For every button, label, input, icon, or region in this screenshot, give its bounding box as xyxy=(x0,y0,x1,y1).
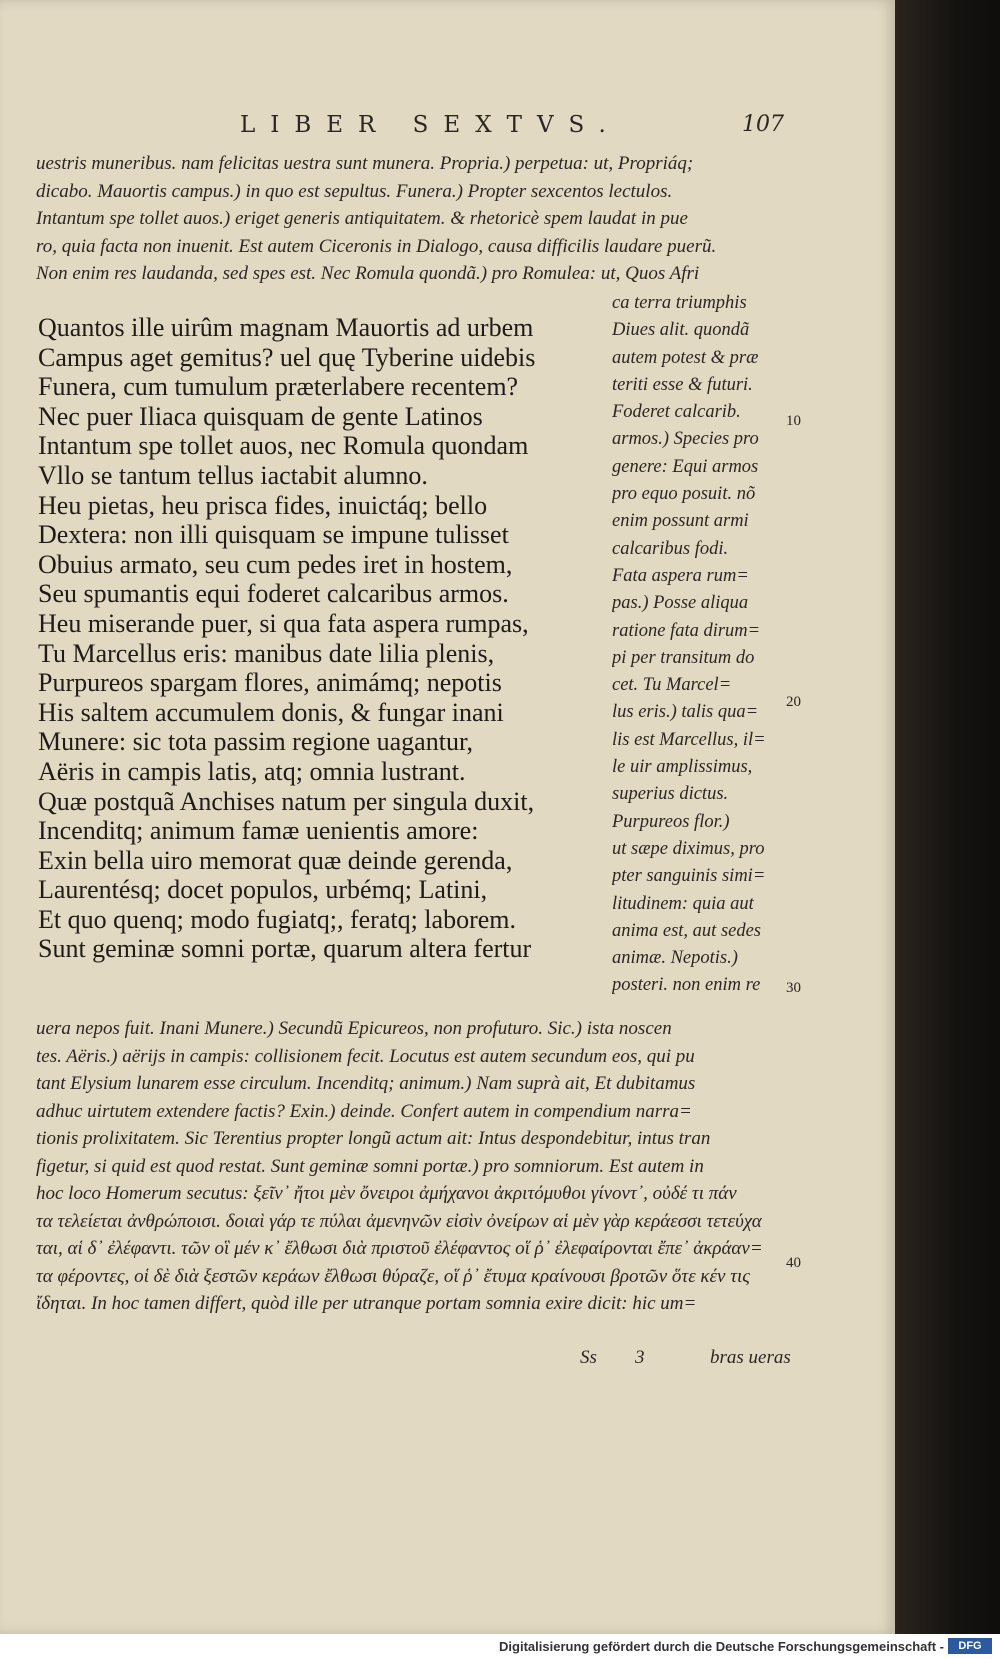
commentary-line: Non enim res laudanda, sed spes est. Nec Romula quondã.) pro Romulea: ut, Quos Afri xyxy=(36,263,700,284)
verse-line: Sunt geminæ somni portæ, quarum altera fertur xyxy=(38,934,532,964)
marginal-line: animæ. Nepotis.) xyxy=(612,948,738,969)
marginal-line: ratione fata dirum= xyxy=(612,620,761,641)
marginal-line: ut sæpe diximus, pro xyxy=(612,838,765,859)
verse-line: Purpureos spargam flores, animámq; nepotis xyxy=(38,668,502,698)
commentary-line: tes. Aëris.) aërijs in campis: collisionem fecit. Locutus est autem secundum eos, qui pu xyxy=(36,1045,695,1067)
line-number: 40 xyxy=(786,1255,801,1271)
verse-block xyxy=(38,313,618,964)
line-number: 30 xyxy=(786,980,801,996)
commentary-line: figetur, si quid est quod restat. Sunt geminæ somni portæ.) pro somniorum. Est autem in xyxy=(36,1155,704,1177)
line-number: 20 xyxy=(786,694,801,710)
verse-line: Vllo se tantum tellus iactabit alumno. xyxy=(38,460,428,490)
verse-line: His saltem accumulem donis, & fungar inani xyxy=(38,697,504,727)
digitization-notice: Digitalisierung gefördert durch die Deutsche Forschungsgemeinschaft - xyxy=(499,1639,944,1654)
commentary-line: ro, quia facta non inuenit. Est autem Ciceronis in Dialogo, causa difficilis laudare puerũ. xyxy=(36,235,717,257)
marginal-line: superius dictus. xyxy=(612,784,729,805)
commentary-line: τα τελείεται ἀνθρώποισι. δοιαὶ γάρ τε πύλαι ἀμενηνῶν εἰσὶν ὀνείρων αἱ μὲν γὰρ κεράεσσι τετεύχα xyxy=(36,1210,762,1232)
marginal-line: ca terra triumphis xyxy=(612,293,747,313)
verse-line: Nec puer Iliaca quisquam de gente Latinos xyxy=(38,401,483,431)
marginal-line: lis est Marcellus, il= xyxy=(612,729,766,750)
running-head: LIBER SEXTVS. xyxy=(240,112,621,138)
marginal-line: teriti esse & futuri. xyxy=(612,374,753,395)
verse-line: Intantum spe tollet auos, nec Romula quondam xyxy=(38,431,529,461)
commentary-line: uestris muneribus. nam felicitas uestra sunt munera. Propria.) perpetua: ut, Propriáq; xyxy=(36,153,694,174)
commentary-line: adhuc uirtutem extendere factis? Exin.) deinde. Confert autem in compendium narra= xyxy=(36,1100,692,1122)
marginal-line: genere: Equi armos xyxy=(612,456,759,477)
commentary-line: τα φέροντες, οἱ δὲ διὰ ξεστῶν κεράων ἔλθωσι θύραζε, οἵ ῥ᾽ ἔτυμα κραίνουσι βροτῶν ὅτε κέν τις xyxy=(36,1265,751,1287)
verse-line: Funera, cum tumulum præterlabere recentem? xyxy=(38,372,519,402)
marginal-commentary xyxy=(612,290,797,1000)
marginal-line: cet. Tu Marcel= xyxy=(612,675,732,696)
marginal-line: litudinem: quia aut xyxy=(612,893,754,914)
marginal-line: pi per transitum do xyxy=(612,647,755,668)
verse-line: Quantos ille uirûm magnam Mauortis ad urbem xyxy=(38,313,534,342)
commentary-line: ται, αἱ δ᾽ ἐλέφαντι. τῶν οἳ μέν κ᾽ ἔλθωσι διὰ πριστοῦ ἐλέφαντος οἵ ῥ᾽ ἐλεφαίρονται ἔπε᾽ ἀκράαν= xyxy=(36,1238,763,1259)
folio-number: 107 xyxy=(742,112,784,137)
verse-line: Tu Marcellus eris: manibus date lilia plenis, xyxy=(38,638,495,668)
verse-line: Obuius armato, seu cum pedes iret in hostem, xyxy=(38,549,513,579)
marginal-line: enim possunt armi xyxy=(612,511,749,532)
verse-line: Munere: sic tota passim regione uagantur, xyxy=(38,727,474,757)
verse-line: Incenditq; animum famæ uenientis amore: xyxy=(38,816,479,846)
catchword: bras ueras xyxy=(710,1347,791,1368)
marginal-line: Purpureos flor.) xyxy=(612,811,730,832)
verse-line: Dextera: non illi quisquam se impune tulisset xyxy=(38,520,509,550)
commentary-line: uera nepos fuit. Inani Munere.) Secundũ Epicureos, non profuturo. Sic.) ista noscen xyxy=(36,1018,672,1039)
verse-line: Laurentésq; docet populos, urbémq; Latini, xyxy=(38,875,488,905)
marginal-line: Diues alit. quondã xyxy=(612,320,750,341)
marginal-line: Fata aspera rum= xyxy=(612,565,749,586)
commentary-line: hoc loco Homerum secutus: ξεῖν᾽ ἤτοι μὲν ὄνειροι ἀμήχανοι ἀκριτόμυθοι γίνοντ᾽, οὐδέ τι πάν xyxy=(36,1183,737,1204)
marginal-line: pas.) Posse aliqua xyxy=(612,593,749,614)
marginal-line: armos.) Species pro xyxy=(612,429,759,450)
verse-line: Heu miserande puer, si qua fata aspera rumpas, xyxy=(38,608,529,638)
commentary-top-block xyxy=(36,150,796,288)
footer-bar xyxy=(0,1634,1000,1659)
marginal-line: posteri. non enim re xyxy=(612,975,761,996)
verse-line: Et quo quenq; modo fugiatq;, feratq; laborem. xyxy=(38,904,516,934)
verse-line: Heu pietas, heu prisca fides, inuictáq; bello xyxy=(38,490,488,520)
verse-line: Aëris in campis latis, atq; omnia lustrant. xyxy=(38,756,466,786)
marginal-line: calcaribus fodi. xyxy=(612,538,729,559)
verse-line: Quæ postquã Anchises natum per singula duxit, xyxy=(38,786,535,816)
commentary-line: dicabo. Mauortis campus.) in quo est sepultus. Funera.) Propter sexcentos lectulos. xyxy=(36,180,673,202)
book-edge xyxy=(895,0,1000,1634)
marginal-line: lus eris.) talis qua= xyxy=(612,702,759,723)
gathering-number: 3 xyxy=(635,1347,645,1368)
verse-line: Seu spumantis equi foderet calcaribus armos. xyxy=(38,579,509,609)
dfg-logo: DFG xyxy=(948,1638,992,1654)
marginal-line: autem potest & præ xyxy=(612,347,759,368)
verse-line: Exin bella uiro memorat quæ deinde gerenda, xyxy=(38,845,513,875)
verse-line: Campus aget gemitus? uel quę Tyberine uidebis xyxy=(38,342,536,372)
line-number: 10 xyxy=(786,413,801,429)
marginal-line: Foderet calcarib. xyxy=(612,402,741,423)
marginal-line: le uir amplissimus, xyxy=(612,757,753,778)
commentary-line: tant Elysium lunarem esse circulum. Incenditq; animum.) Nam suprà ait, Et dubitamus xyxy=(36,1073,696,1094)
commentary-line: ἴδηται. In hoc tamen differt, quòd ille per utranque portam somnia exire dicit: hic um= xyxy=(36,1293,697,1314)
marginal-line: pro equo posuit. nõ xyxy=(612,484,756,505)
commentary-line: tionis prolixitatem. Sic Terentius propter longũ actum ait: Intus despondebitur, intus tran xyxy=(36,1128,711,1149)
marginal-line: pter sanguinis simi= xyxy=(612,866,766,887)
signature-mark: Ss xyxy=(580,1347,597,1368)
commentary-bottom-block xyxy=(36,1015,796,1318)
commentary-line: Intantum spe tollet auos.) eriget generis antiquitatem. & rhetoricè spem laudat in pue xyxy=(36,208,688,229)
marginal-line: anima est, aut sedes xyxy=(612,920,762,941)
